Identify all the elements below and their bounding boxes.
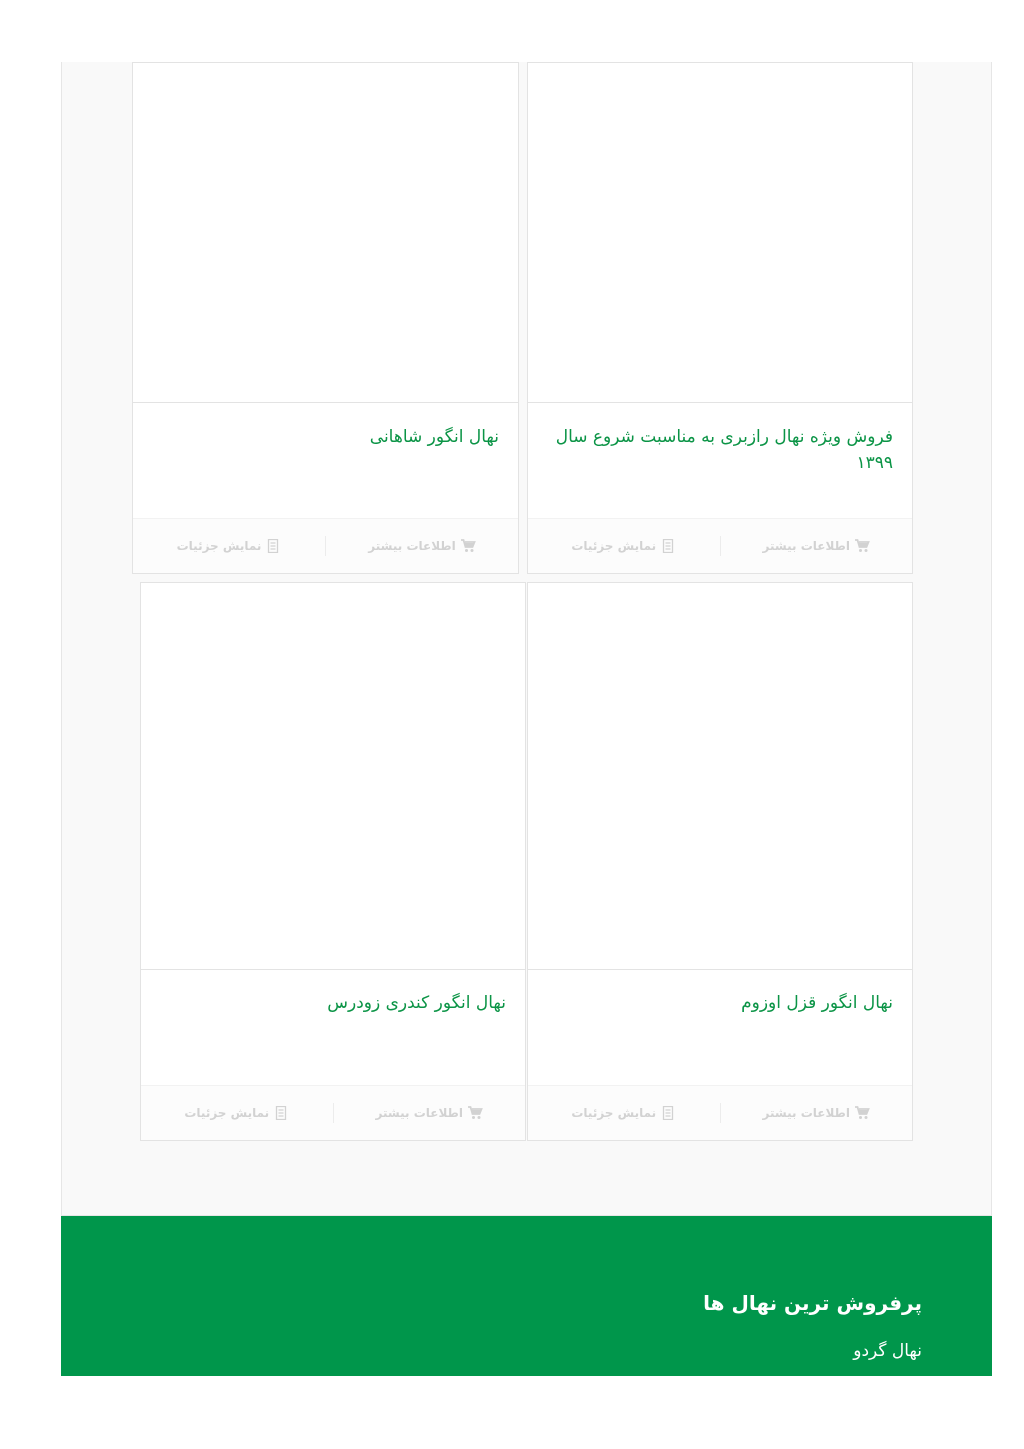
widget-link-walnut[interactable]: نهال گردو <box>853 1341 922 1361</box>
product-card-footer <box>133 518 518 573</box>
document-icon <box>273 1106 289 1120</box>
product-title[interactable]: نهال انگور شاهانی <box>369 427 499 447</box>
more-info-button[interactable] <box>721 536 913 556</box>
footer-widget <box>61 1215 992 1376</box>
show-details-button[interactable] <box>528 1103 721 1123</box>
product-title[interactable]: نهال انگور کندری زودرس <box>327 993 506 1013</box>
product-card <box>132 62 519 574</box>
more-info-button[interactable] <box>721 1103 913 1123</box>
more-info-label: اطلاعات بیشتر <box>762 1106 850 1120</box>
product-title[interactable]: نهال انگور قزل اوزوم <box>741 993 893 1013</box>
product-image[interactable] <box>133 63 518 403</box>
product-card-footer <box>528 518 912 573</box>
details-label: نمایش جزئیات <box>176 539 262 553</box>
cart-icon <box>854 1106 870 1120</box>
details-label: نمایش جزئیات <box>571 539 657 553</box>
document-icon <box>660 1106 676 1120</box>
product-card <box>140 582 526 1141</box>
product-card-footer <box>141 1085 525 1140</box>
product-image[interactable] <box>528 63 912 403</box>
more-info-button[interactable] <box>334 1103 526 1123</box>
show-details-button[interactable] <box>141 1103 334 1123</box>
cart-icon <box>467 1106 483 1120</box>
product-card <box>527 582 913 1141</box>
product-image[interactable] <box>141 583 525 970</box>
details-label: نمایش جزئیات <box>571 1106 657 1120</box>
details-label: نمایش جزئیات <box>184 1106 270 1120</box>
cart-icon <box>854 539 870 553</box>
product-image[interactable] <box>528 583 912 970</box>
product-title[interactable]: فروش ویژه نهال رازبری به مناسبت شروع سال ۱۳۹۹ <box>555 427 893 473</box>
product-card-footer <box>528 1085 912 1140</box>
widget-title: پرفروش ترین نهال ها <box>703 1291 922 1315</box>
show-details-button[interactable] <box>133 536 326 556</box>
product-card <box>527 62 913 574</box>
more-info-label: اطلاعات بیشتر <box>762 539 850 553</box>
document-icon <box>660 539 676 553</box>
more-info-label: اطلاعات بیشتر <box>375 1106 463 1120</box>
more-info-button[interactable] <box>326 536 518 556</box>
document-icon <box>265 539 281 553</box>
show-details-button[interactable] <box>528 536 721 556</box>
more-info-label: اطلاعات بیشتر <box>368 539 456 553</box>
cart-icon <box>460 539 476 553</box>
